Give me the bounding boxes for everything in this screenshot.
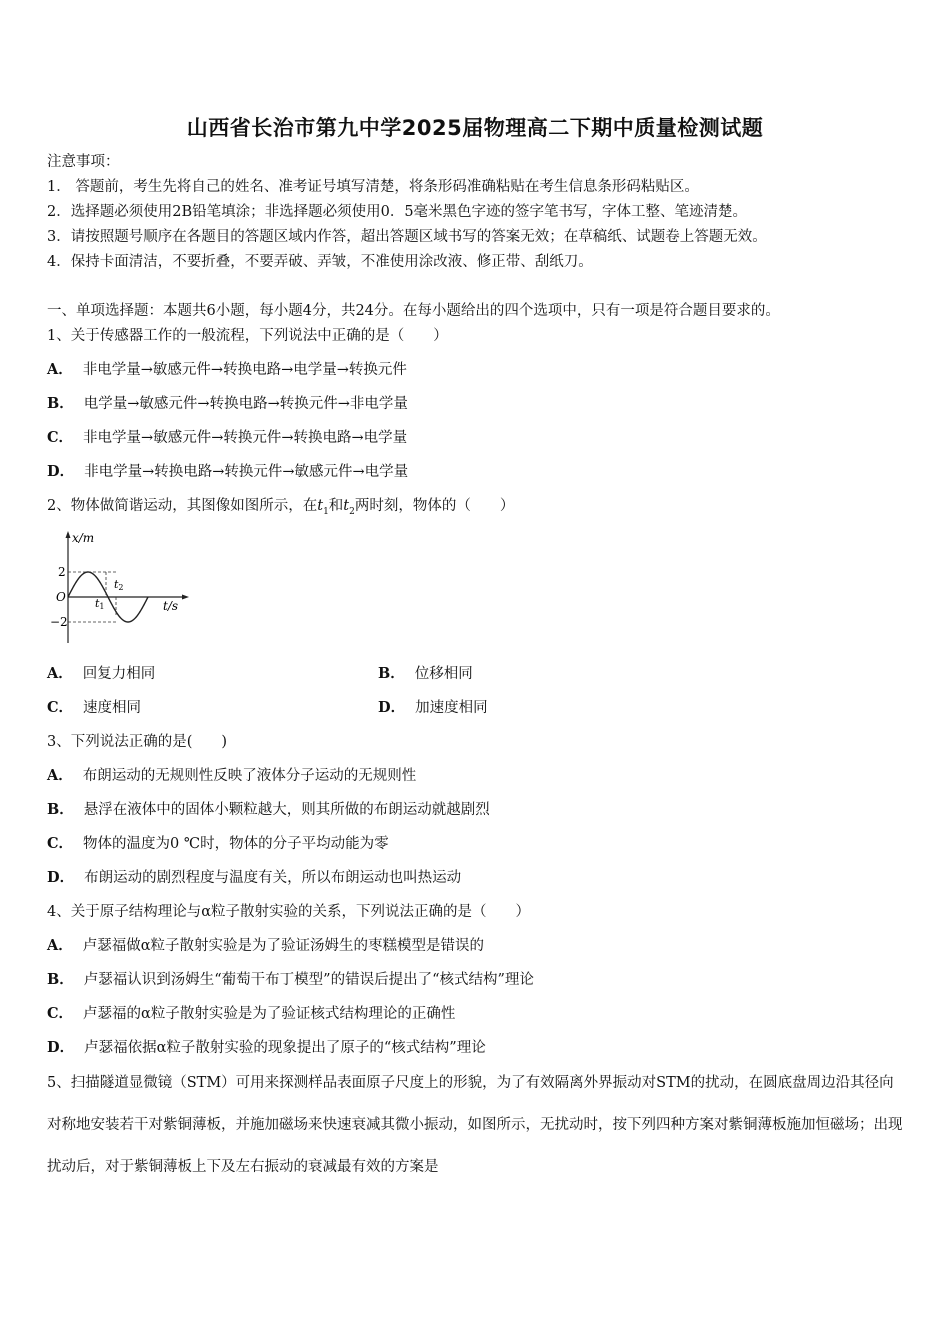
question-4-option-b [47,970,534,990]
option-label: A． [47,937,73,954]
question-4-option-c [47,1004,455,1024]
option-text: 悬浮在液体中的固体小颗粒越大，则其所做的布朗运动就越剧烈 [83,802,490,818]
option-text: 回复力相同 [82,666,156,682]
question-1-option-d [47,462,408,482]
option-label: A． [47,665,73,682]
question-3-option-d [47,868,461,888]
question-2-options-row-2 [47,698,907,718]
question-1-option-a [47,360,407,380]
option-label: B． [47,971,74,988]
option-text: 卢瑟福的α粒子散射实验是为了验证核式结构理论的正确性 [83,1006,456,1022]
t1-label [95,597,105,611]
option-label: C． [47,429,74,446]
option-text: 速度相同 [83,700,142,716]
option-text: 物体的温度为0 ℃时，物体的分子平均动能为零 [83,836,389,852]
option-label: C． [47,835,74,852]
y-axis-arrow [66,531,71,538]
option-label: D． [47,1039,75,1056]
question-1-option-c [47,428,407,448]
option-text: 非电学量→转换电路→转换元件→敏感元件→电学量 [84,464,409,480]
option-label: A． [47,767,73,784]
t2-letter: t [114,578,119,591]
tick-label-2: 2 [58,565,66,579]
question-1-stem: 1、关于传感器工作的一般流程，下列说法中正确的是（ ） [47,328,448,344]
option-text: 非电学量→敏感元件→转换电路→电学量→转换元件 [82,362,407,378]
notice-item-2: 2．选择题必须使用2B铅笔填涂；非选择题必须使用0．5毫米黑色字迹的签字笔书写，字体工整、笔迹清楚。 [47,204,748,220]
question-3-option-b [47,800,490,820]
stem-text: 2、物体做简谐运动，其图像如图所示，在 [47,498,318,514]
question-4-option-d [47,1038,486,1058]
notice-item-4: 4．保持卡面清洁，不要折叠，不要弄破、弄皱，不准使用涂改液、修正带、刮纸刀。 [47,254,593,270]
option-text: 非电学量→敏感元件→转换元件→转换电路→电学量 [83,430,408,446]
x-axis-arrow [182,595,189,600]
option-label: D． [378,699,406,716]
option-text: 布朗运动的剧烈程度与温度有关，所以布朗运动也叫热运动 [84,870,462,886]
question-3-stem: 3、下列说法正确的是( ) [47,734,228,750]
option-label: C． [47,1005,74,1022]
option-text: 布朗运动的无规则性反映了液体分子运动的无规则性 [82,768,417,784]
option-label: A． [47,361,73,378]
question-2-options-row-1 [47,664,907,684]
t2-symbol: t [343,498,350,514]
t1-sub: 1 [99,602,105,611]
option-text: 卢瑟福做α粒子散射实验是为了验证汤姆生的枣糕模型是错误的 [82,938,485,954]
option-text: 电学量→敏感元件→转换电路→转换元件→非电学量 [83,396,408,412]
y-axis-label: x/m [72,531,95,545]
stem-text: 和 [328,498,344,514]
option-label: C． [47,699,74,716]
question-3-option-c [47,834,389,854]
t2-subscript: 2 [349,506,355,517]
x-axis-label: t/s [163,599,179,613]
t2-label [114,578,124,592]
tick-label-neg2: −2 [50,615,68,629]
option-text: 卢瑟福认识到汤姆生“葡萄干布丁模型”的错误后提出了“核式结构”理论 [83,972,534,988]
t2-sub: 2 [118,583,124,592]
t1-symbol: t [317,498,324,514]
t1-letter: t [95,597,100,610]
question-2-option-a [47,664,155,684]
question-4-option-a [47,936,484,956]
question-2-option-d [378,698,488,718]
option-label: B． [47,395,74,412]
question-4-stem: 4、关于原子结构理论与α粒子散射实验的关系，下列说法正确的是（ ） [47,904,531,920]
option-text: 卢瑟福依据α粒子散射实验的现象提出了原子的“核式结构”理论 [84,1040,486,1056]
option-text: 加速度相同 [415,700,488,716]
notice-item-3: 3．请按照题号顺序在各题目的答题区域内作答，超出答题区域书写的答案无效；在草稿纸、试题卷上答题无效。 [47,229,767,245]
question-2-stem [47,496,514,522]
option-label: D． [47,869,75,886]
page-title: 山西省长治市第九中学2025届物理高二下期中质量检测试题 [186,116,764,140]
option-label: B． [378,665,405,682]
notice-item-1: 1． 答题前，考生先将自己的姓名、准考证号填写清楚，将条形码准确粘贴在考生信息条形码粘贴区。 [47,179,699,195]
section-heading: 一、单项选择题：本题共6小题，每小题4分，共24分。在每小题给出的四个选项中，只有一项是符合题目要求的。 [47,303,780,319]
origin-label: O [56,590,66,604]
question-2-option-c [47,698,141,718]
shm-graph-svg [50,525,195,650]
question-5-stem: 5、扫描隧道显微镜（STM）可用来探测样品表面原子尺度上的形貌，为了有效隔离外界振动对STM的扰动，在圆底盘周边沿其径向对称地安装若干对紫铜薄板，并施加磁场来快速衰减其微小振动，如图所示，无扰动时，按下列四种方案对紫铜薄板施加恒磁场；出现扰动后，对于紫铜薄板上下及左右振动的衰减最有效的方案是 [47,1075,903,1175]
option-text: 位移相同 [414,666,473,682]
stem-text: 两时刻，物体的（ ） [354,498,515,514]
shm-graph [50,525,195,650]
t1-subscript: 1 [323,506,329,517]
notice-heading: 注意事项： [47,154,120,170]
question-1-option-b [47,394,408,414]
question-2-option-b [378,664,473,684]
option-label: B． [47,801,74,818]
question-3-option-a [47,766,416,786]
option-label: D． [47,463,75,480]
